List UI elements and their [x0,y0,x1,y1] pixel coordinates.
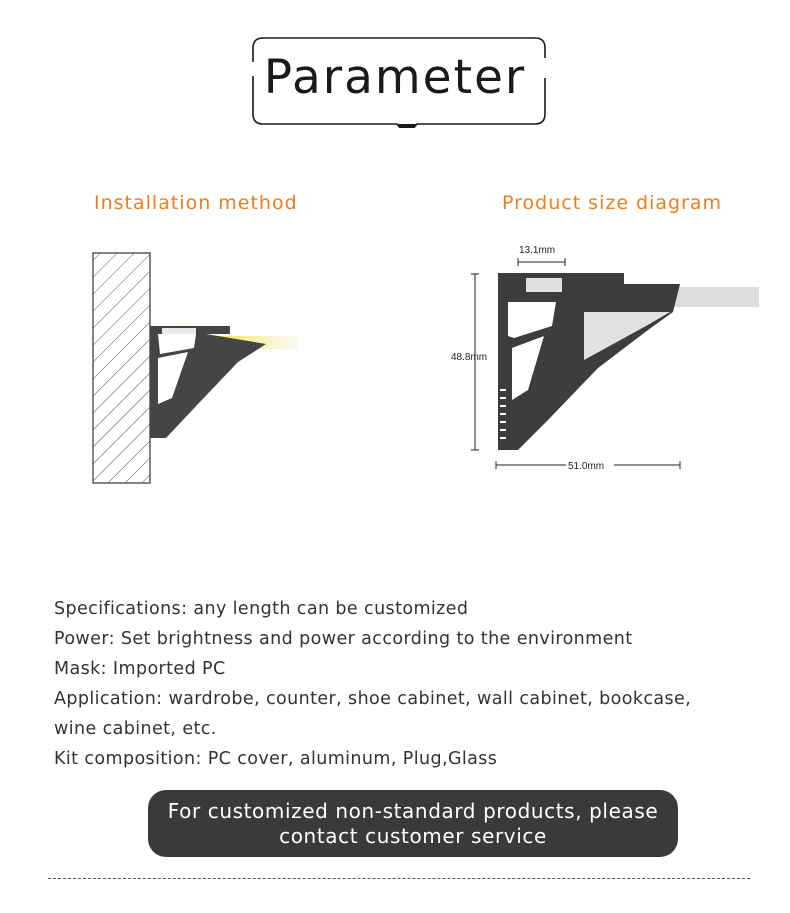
dim-bottom-width: 51.0mm [568,461,605,472]
notice-line-1: For customized non-standard products, please [167,798,659,823]
specifications-list [54,594,774,774]
spec-specifications: Specifications: any length can be customized [54,599,469,619]
notice-line-2: contact customer service [279,823,547,848]
spec-application-cont: wine cabinet, etc. [54,719,217,739]
custom-products-notice [148,790,678,857]
installation-method-title: Installation method [94,192,298,214]
installation-diagram [88,248,308,488]
product-size-diagram [448,240,768,480]
page-title: Parameter [263,50,527,105]
spec-application: Application: wardrobe, counter, shoe cabinet, wall cabinet, bookcase, [54,689,692,709]
spec-kit-composition: Kit composition: PC cover, aluminum, Plug,Glass [54,749,498,769]
dim-height: 48.8mm [451,352,488,363]
spec-mask: Mask: Imported PC [54,659,226,679]
dim-top-width: 13.1mm [519,245,556,256]
product-size-title: Product size diagram [502,192,723,214]
dashed-divider [48,878,750,879]
spec-power: Power: Set brightness and power according to the environment [54,629,633,649]
wall-block [93,253,150,483]
